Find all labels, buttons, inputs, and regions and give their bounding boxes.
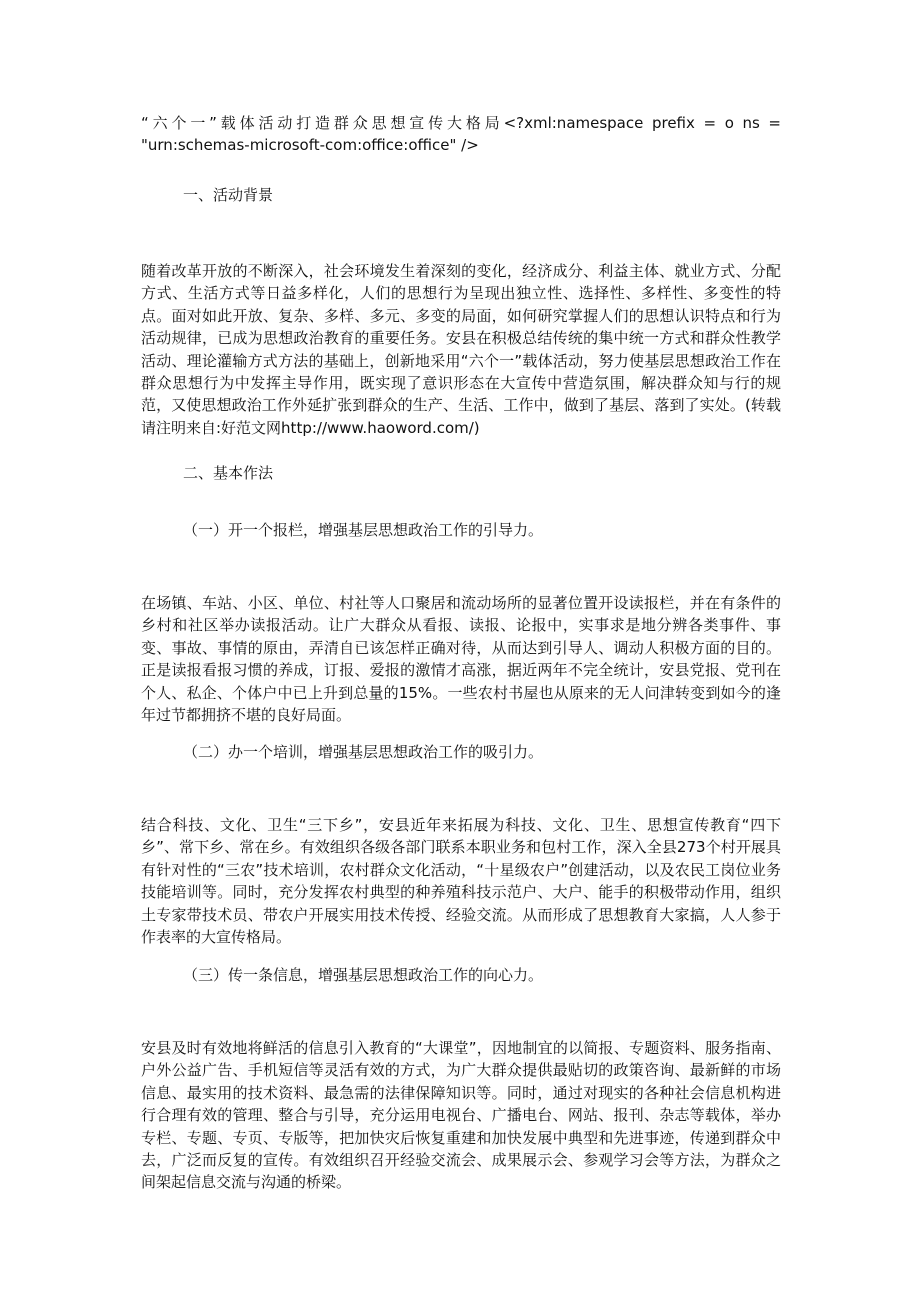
document-title: “六个一”载体活动打造群众思想宣传大格局<?xml:namespace prefix = o ns = "urn:schemas-microsoft-com:office:office" />	[141, 114, 781, 154]
section-heading-methods: 二、基本作法	[183, 464, 274, 482]
paragraph-subsection-2: 结合科技、文化、卫生“三下乡”，安县近年来拓展为科技、文化、卫生、思想宣传教育“四下乡”、常下乡、常在乡。有效组织各级各部门联系本职业务和包村工作，深入全县273个村开展具有针对性的“三农”技术培训，农村群众文化活动，“十星级农户”创建活动，以及农民工岗位业务技能培训等。同时，充分发挥农村典型的种养殖科技示范户、大户、能手的积极带动作用，组织土专家带技术员、带农户开展实用技术传授、经验交流。从而形成了思想教育大家搞，人人参于作表率的大宣传格局。	[141, 816, 781, 947]
paragraph-background: 随着改革开放的不断深入，社会环境发生着深刻的变化，经济成分、利益主体、就业方式、分配方式、生活方式等日益多样化，人们的思想行为呈现出独立性、选择性、多样性、多变性的特点。面对如此开放、复杂、多样、多元、多变的局面，如何研究掌握人们的思想认识特点和行为活动规律，已成为思想政治教育的重要任务。安县在积极总结传统的集中统一方式和群众性教学活动、理论灌输方式方法的基础上，创新地采用“六个一”载体活动，努力使基层思想政治工作在群众思想行为中发挥主导作用，既实现了意识形态在大宣传中营造氛围，解决群众知与行的规范，又使思想政治工作外延扩张到群众的生产、生活、工作中，做到了基层、落到了实处。(转载请注明来自:好范文网http://www.haoword.com/)	[141, 262, 781, 437]
paragraph-subsection-1: 在场镇、车站、小区、单位、村社等人口聚居和流动场所的显著位置开设读报栏，并在有条件的乡村和社区举办读报活动。让广大群众从看报、读报、论报中，实事求是地分辨各类事件、事变、事故、事情的原由，弄清自已该怎样正确对待，从而达到引导人、调动人积极方面的目的。正是读报看报习惯的养成，订报、爱报的激情才高涨，据近两年不完全统计，安县党报、党刊在个人、私企、个体户中已上升到总量的15%。一些农村书屋也从原来的无人问津转变到如今的逢年过节都拥挤不堪的良好局面。	[141, 594, 781, 725]
subsection-heading-3: （三）传一条信息，增强基层思想政治工作的向心力。	[183, 966, 544, 984]
subsection-heading-1: （一）开一个报栏，增强基层思想政治工作的引导力。	[183, 521, 544, 539]
section-heading-background: 一、活动背景	[183, 186, 274, 204]
paragraph-subsection-3: 安县及时有效地将鲜活的信息引入教育的“大课堂”，因地制宜的以简报、专题资料、服务指南、户外公益广告、手机短信等灵活有效的方式，为广大群众提供最贴切的政策咨询、最新鲜的市场信息、最实用的技术资料、最急需的法律保障知识等。同时，通过对现实的各种社会信息机构进行合理有效的管理、整合与引导，充分运用电视台、广播电台、网站、报刊、杂志等载体，举办专栏、专题、专页、专版等，把加快灾后恢复重建和加快发展中典型和先进事迹，传递到群众中去，广泛而反复的宣传。有效组织召开经验交流会、成果展示会、参观学习会等方法，为群众之间架起信息交流与沟通的桥梁。	[141, 1039, 781, 1192]
subsection-heading-2: （二）办一个培训，增强基层思想政治工作的吸引力。	[183, 743, 544, 761]
